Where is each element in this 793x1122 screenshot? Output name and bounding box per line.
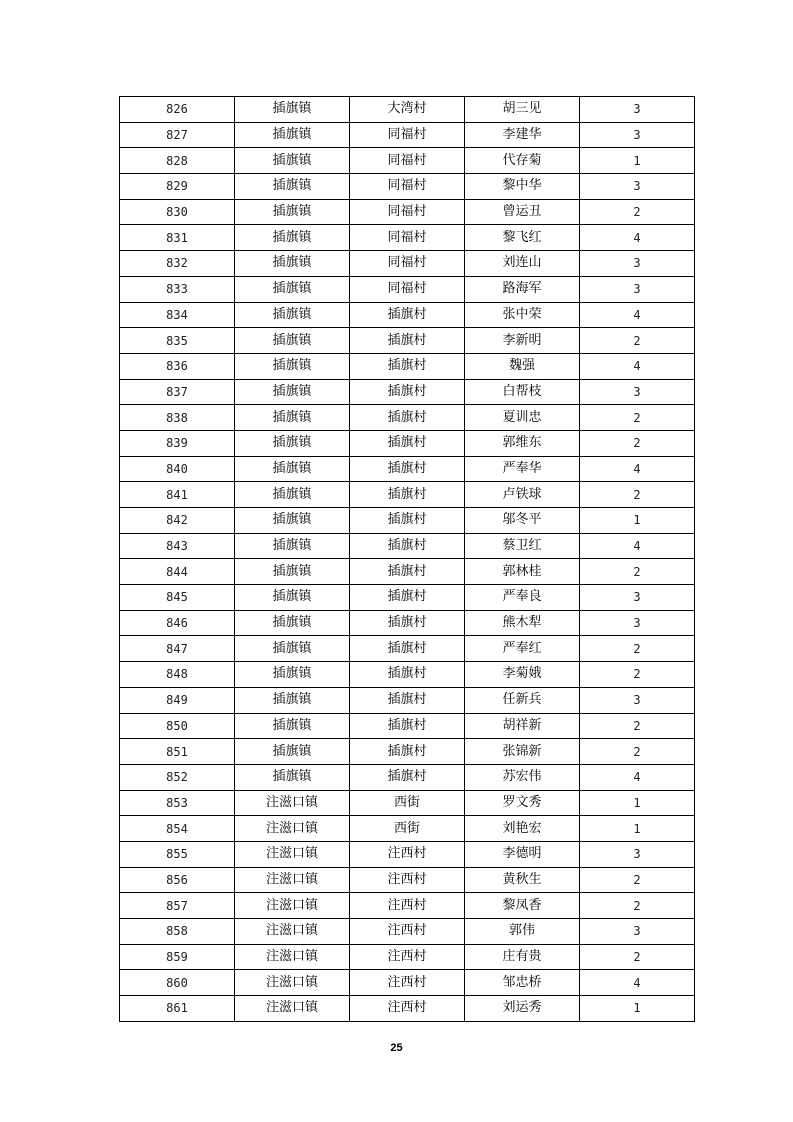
count-cell: 3 — [580, 919, 695, 945]
name-cell: 熊木犁 — [465, 610, 580, 636]
table-row — [120, 148, 695, 174]
serial-number-cell: 861 — [120, 996, 235, 1022]
name-cell: 严奉华 — [465, 456, 580, 482]
town-cell: 注滋口镇 — [235, 919, 350, 945]
village-cell: 插旗村 — [350, 713, 465, 739]
table-row — [120, 944, 695, 970]
table-row — [120, 199, 695, 225]
table-row — [120, 353, 695, 379]
village-cell: 注西村 — [350, 867, 465, 893]
name-cell: 任新兵 — [465, 687, 580, 713]
table-row — [120, 430, 695, 456]
name-cell: 蔡卫红 — [465, 533, 580, 559]
name-cell: 严奉红 — [465, 636, 580, 662]
town-cell: 插旗镇 — [235, 533, 350, 559]
village-cell: 插旗村 — [350, 533, 465, 559]
count-cell: 3 — [580, 122, 695, 148]
count-cell: 2 — [580, 662, 695, 688]
village-cell: 插旗村 — [350, 636, 465, 662]
table-row — [120, 97, 695, 123]
name-cell: 张锦新 — [465, 739, 580, 765]
village-cell: 插旗村 — [350, 739, 465, 765]
village-cell: 同福村 — [350, 174, 465, 200]
village-cell: 插旗村 — [350, 585, 465, 611]
count-cell: 2 — [580, 713, 695, 739]
village-cell: 注西村 — [350, 996, 465, 1022]
table-row — [120, 225, 695, 251]
serial-number-cell: 826 — [120, 97, 235, 123]
table-row — [120, 585, 695, 611]
town-cell: 插旗镇 — [235, 713, 350, 739]
town-cell: 注滋口镇 — [235, 944, 350, 970]
name-cell: 黎飞红 — [465, 225, 580, 251]
serial-number-cell: 846 — [120, 610, 235, 636]
count-cell: 2 — [580, 328, 695, 354]
page-number: 25 — [390, 1042, 403, 1054]
town-cell: 插旗镇 — [235, 559, 350, 585]
village-cell: 插旗村 — [350, 456, 465, 482]
serial-number-cell: 850 — [120, 713, 235, 739]
town-cell: 插旗镇 — [235, 251, 350, 277]
village-cell: 同福村 — [350, 251, 465, 277]
count-cell: 1 — [580, 816, 695, 842]
name-cell: 白帮枝 — [465, 379, 580, 405]
name-cell: 黎中华 — [465, 174, 580, 200]
table-row — [120, 508, 695, 534]
serial-number-cell: 857 — [120, 893, 235, 919]
table-row — [120, 456, 695, 482]
table-row — [120, 482, 695, 508]
name-cell: 罗文秀 — [465, 790, 580, 816]
table-row — [120, 276, 695, 302]
name-cell: 郭维东 — [465, 430, 580, 456]
name-cell: 卢铁球 — [465, 482, 580, 508]
count-cell: 2 — [580, 636, 695, 662]
serial-number-cell: 837 — [120, 379, 235, 405]
name-cell: 胡三见 — [465, 97, 580, 123]
town-cell: 插旗镇 — [235, 739, 350, 765]
table-row — [120, 405, 695, 431]
name-cell: 夏训忠 — [465, 405, 580, 431]
village-cell: 同福村 — [350, 199, 465, 225]
table-row — [120, 328, 695, 354]
village-cell: 注西村 — [350, 944, 465, 970]
village-cell: 注西村 — [350, 919, 465, 945]
town-cell: 插旗镇 — [235, 430, 350, 456]
table-row — [120, 713, 695, 739]
town-cell: 插旗镇 — [235, 687, 350, 713]
town-cell: 插旗镇 — [235, 225, 350, 251]
name-cell: 刘艳宏 — [465, 816, 580, 842]
table-row — [120, 739, 695, 765]
village-cell: 插旗村 — [350, 353, 465, 379]
village-cell: 同福村 — [350, 148, 465, 174]
village-cell: 插旗村 — [350, 302, 465, 328]
table-row — [120, 610, 695, 636]
serial-number-cell: 828 — [120, 148, 235, 174]
count-cell: 4 — [580, 764, 695, 790]
town-cell: 注滋口镇 — [235, 816, 350, 842]
serial-number-cell: 858 — [120, 919, 235, 945]
count-cell: 4 — [580, 302, 695, 328]
village-cell: 插旗村 — [350, 482, 465, 508]
village-cell: 同福村 — [350, 276, 465, 302]
roster-table — [119, 96, 695, 1022]
serial-number-cell: 847 — [120, 636, 235, 662]
table-row — [120, 764, 695, 790]
table-row — [120, 379, 695, 405]
serial-number-cell: 843 — [120, 533, 235, 559]
village-cell: 西街 — [350, 816, 465, 842]
serial-number-cell: 842 — [120, 508, 235, 534]
village-cell: 同福村 — [350, 225, 465, 251]
town-cell: 注滋口镇 — [235, 893, 350, 919]
serial-number-cell: 859 — [120, 944, 235, 970]
table-row — [120, 867, 695, 893]
town-cell: 注滋口镇 — [235, 867, 350, 893]
village-cell: 注西村 — [350, 970, 465, 996]
count-cell: 1 — [580, 996, 695, 1022]
serial-number-cell: 840 — [120, 456, 235, 482]
village-cell: 大湾村 — [350, 97, 465, 123]
village-cell: 插旗村 — [350, 559, 465, 585]
village-cell: 插旗村 — [350, 328, 465, 354]
town-cell: 插旗镇 — [235, 585, 350, 611]
name-cell: 张中荣 — [465, 302, 580, 328]
count-cell: 3 — [580, 251, 695, 277]
serial-number-cell: 848 — [120, 662, 235, 688]
name-cell: 黎凤香 — [465, 893, 580, 919]
serial-number-cell: 832 — [120, 251, 235, 277]
count-cell: 3 — [580, 379, 695, 405]
table-row — [120, 841, 695, 867]
table-row — [120, 790, 695, 816]
town-cell: 注滋口镇 — [235, 970, 350, 996]
table-row — [120, 122, 695, 148]
serial-number-cell: 851 — [120, 739, 235, 765]
serial-number-cell: 852 — [120, 764, 235, 790]
serial-number-cell: 860 — [120, 970, 235, 996]
serial-number-cell: 844 — [120, 559, 235, 585]
count-cell: 4 — [580, 225, 695, 251]
count-cell: 3 — [580, 585, 695, 611]
table-row — [120, 636, 695, 662]
count-cell: 1 — [580, 148, 695, 174]
table-row — [120, 919, 695, 945]
town-cell: 插旗镇 — [235, 97, 350, 123]
name-cell: 严奉良 — [465, 585, 580, 611]
count-cell: 2 — [580, 199, 695, 225]
count-cell: 3 — [580, 276, 695, 302]
town-cell: 插旗镇 — [235, 199, 350, 225]
name-cell: 代存菊 — [465, 148, 580, 174]
serial-number-cell: 833 — [120, 276, 235, 302]
village-cell: 注西村 — [350, 893, 465, 919]
serial-number-cell: 836 — [120, 353, 235, 379]
name-cell: 曾运丑 — [465, 199, 580, 225]
table-row — [120, 970, 695, 996]
roster-table-body — [120, 97, 695, 1022]
village-cell: 注西村 — [350, 841, 465, 867]
table-row — [120, 559, 695, 585]
serial-number-cell: 855 — [120, 841, 235, 867]
count-cell: 3 — [580, 841, 695, 867]
serial-number-cell: 830 — [120, 199, 235, 225]
table-row — [120, 533, 695, 559]
table-row — [120, 687, 695, 713]
town-cell: 插旗镇 — [235, 174, 350, 200]
town-cell: 插旗镇 — [235, 636, 350, 662]
town-cell: 插旗镇 — [235, 148, 350, 174]
village-cell: 插旗村 — [350, 508, 465, 534]
name-cell: 邹忠桥 — [465, 970, 580, 996]
village-cell: 同福村 — [350, 122, 465, 148]
count-cell: 4 — [580, 970, 695, 996]
name-cell: 李建华 — [465, 122, 580, 148]
serial-number-cell: 835 — [120, 328, 235, 354]
table-row — [120, 662, 695, 688]
serial-number-cell: 849 — [120, 687, 235, 713]
name-cell: 郭伟 — [465, 919, 580, 945]
count-cell: 3 — [580, 97, 695, 123]
village-cell: 插旗村 — [350, 610, 465, 636]
name-cell: 苏宏伟 — [465, 764, 580, 790]
town-cell: 插旗镇 — [235, 328, 350, 354]
town-cell: 注滋口镇 — [235, 996, 350, 1022]
serial-number-cell: 841 — [120, 482, 235, 508]
serial-number-cell: 856 — [120, 867, 235, 893]
town-cell: 注滋口镇 — [235, 790, 350, 816]
count-cell: 2 — [580, 482, 695, 508]
table-row — [120, 996, 695, 1022]
village-cell: 插旗村 — [350, 687, 465, 713]
serial-number-cell: 834 — [120, 302, 235, 328]
town-cell: 插旗镇 — [235, 302, 350, 328]
name-cell: 刘连山 — [465, 251, 580, 277]
town-cell: 插旗镇 — [235, 764, 350, 790]
count-cell: 3 — [580, 174, 695, 200]
village-cell: 插旗村 — [350, 764, 465, 790]
town-cell: 插旗镇 — [235, 610, 350, 636]
serial-number-cell: 853 — [120, 790, 235, 816]
name-cell: 刘运秀 — [465, 996, 580, 1022]
serial-number-cell: 838 — [120, 405, 235, 431]
village-cell: 插旗村 — [350, 662, 465, 688]
serial-number-cell: 827 — [120, 122, 235, 148]
count-cell: 1 — [580, 790, 695, 816]
count-cell: 4 — [580, 353, 695, 379]
table-row — [120, 174, 695, 200]
town-cell: 插旗镇 — [235, 508, 350, 534]
town-cell: 注滋口镇 — [235, 841, 350, 867]
count-cell: 2 — [580, 944, 695, 970]
town-cell: 插旗镇 — [235, 662, 350, 688]
town-cell: 插旗镇 — [235, 482, 350, 508]
serial-number-cell: 831 — [120, 225, 235, 251]
village-cell: 西街 — [350, 790, 465, 816]
name-cell: 郭林桂 — [465, 559, 580, 585]
count-cell: 1 — [580, 508, 695, 534]
table-row — [120, 302, 695, 328]
name-cell: 黄秋生 — [465, 867, 580, 893]
name-cell: 李德明 — [465, 841, 580, 867]
name-cell: 邬冬平 — [465, 508, 580, 534]
town-cell: 插旗镇 — [235, 353, 350, 379]
count-cell: 3 — [580, 610, 695, 636]
name-cell: 李新明 — [465, 328, 580, 354]
name-cell: 魏强 — [465, 353, 580, 379]
village-cell: 插旗村 — [350, 379, 465, 405]
village-cell: 插旗村 — [350, 430, 465, 456]
count-cell: 2 — [580, 893, 695, 919]
town-cell: 插旗镇 — [235, 379, 350, 405]
town-cell: 插旗镇 — [235, 122, 350, 148]
name-cell: 庄有贵 — [465, 944, 580, 970]
table-row — [120, 816, 695, 842]
town-cell: 插旗镇 — [235, 405, 350, 431]
serial-number-cell: 829 — [120, 174, 235, 200]
name-cell: 路海军 — [465, 276, 580, 302]
table-row — [120, 251, 695, 277]
village-cell: 插旗村 — [350, 405, 465, 431]
count-cell: 2 — [580, 867, 695, 893]
count-cell: 4 — [580, 533, 695, 559]
serial-number-cell: 854 — [120, 816, 235, 842]
name-cell: 李菊娥 — [465, 662, 580, 688]
count-cell: 4 — [580, 456, 695, 482]
count-cell: 2 — [580, 405, 695, 431]
count-cell: 3 — [580, 687, 695, 713]
serial-number-cell: 839 — [120, 430, 235, 456]
count-cell: 2 — [580, 430, 695, 456]
town-cell: 插旗镇 — [235, 456, 350, 482]
serial-number-cell: 845 — [120, 585, 235, 611]
name-cell: 胡祥新 — [465, 713, 580, 739]
count-cell: 2 — [580, 739, 695, 765]
count-cell: 2 — [580, 559, 695, 585]
town-cell: 插旗镇 — [235, 276, 350, 302]
table-row — [120, 893, 695, 919]
